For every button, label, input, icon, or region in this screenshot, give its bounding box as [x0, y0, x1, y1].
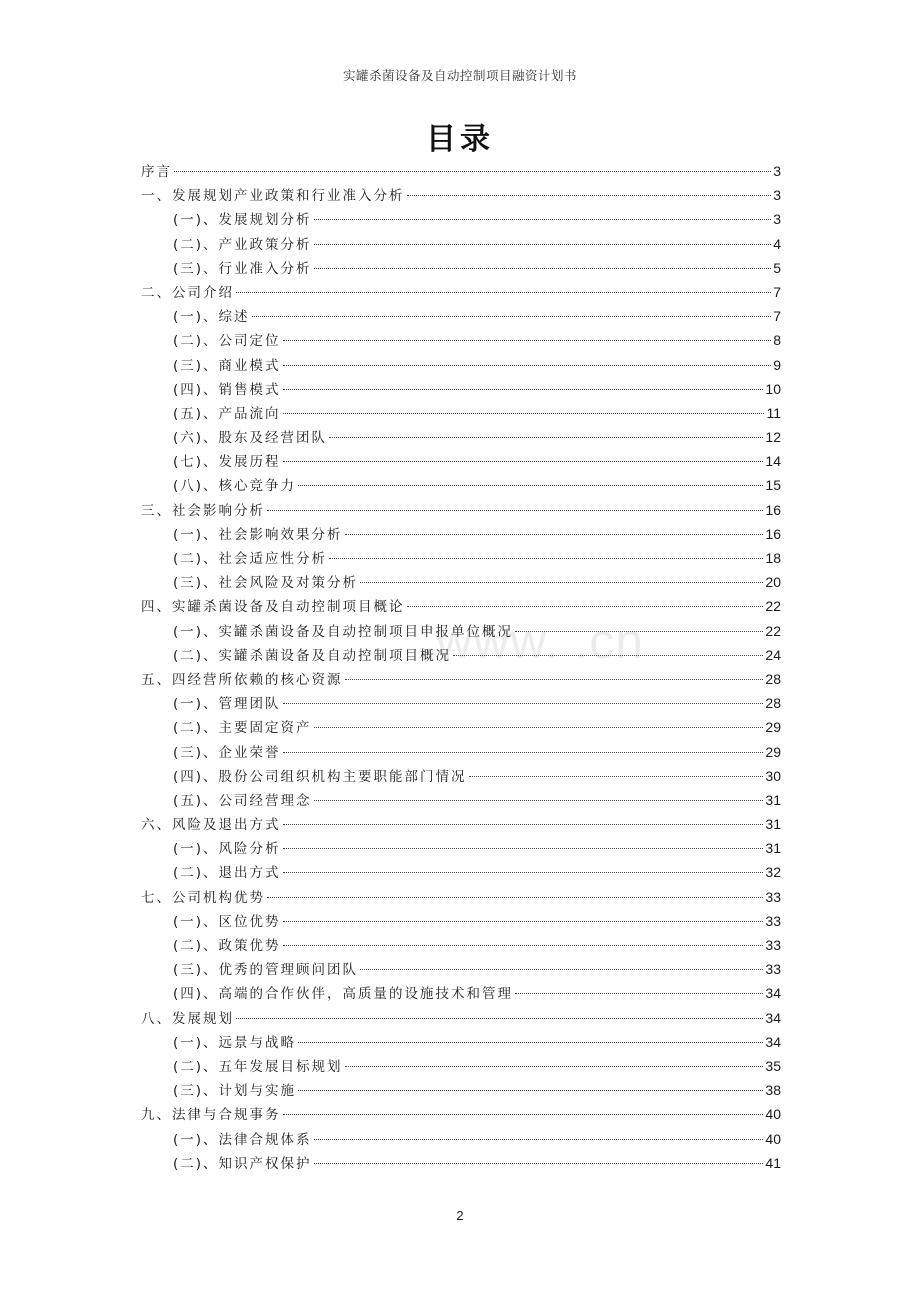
toc-leader-dots [267, 897, 763, 898]
toc-leader-dots [515, 993, 763, 994]
toc-leader-dots [283, 752, 764, 753]
toc-leader-dots [407, 195, 772, 196]
toc-entry-label: (二)、五年发展目标规划 [173, 1058, 343, 1075]
toc-entry-label: (一)、管理团队 [173, 696, 281, 713]
toc-entry-page: 11 [766, 404, 781, 421]
toc-entry-label: (一)、风险分析 [173, 841, 281, 858]
toc-entry-page: 29 [765, 719, 781, 736]
toc-entry-label: (一)、远景与战略 [173, 1034, 297, 1051]
toc-leader-dots [298, 1090, 763, 1091]
toc-leader-dots [283, 824, 764, 825]
toc-leader-dots [329, 558, 763, 559]
toc-entry-label: (三)、社会风险及对策分析 [173, 575, 359, 592]
toc-entry[interactable] [141, 305, 781, 329]
toc-entry[interactable] [141, 474, 781, 498]
toc-entry-page: 28 [765, 670, 781, 687]
toc-entry-label: (二)、主要固定资产 [173, 720, 312, 737]
toc-entry-page: 41 [765, 1154, 781, 1171]
toc-entry-page: 24 [765, 646, 781, 663]
toc-entry[interactable] [141, 378, 781, 402]
toc-entry[interactable] [141, 1007, 781, 1031]
toc-entry[interactable] [141, 523, 781, 547]
toc-entry-label: (五)、公司经营理念 [173, 792, 312, 809]
toc-entry[interactable] [141, 329, 781, 353]
toc-leader-dots [360, 582, 763, 583]
toc-entry-label: (六)、股东及经营团队 [173, 430, 328, 447]
toc-entry-page: 7 [773, 308, 781, 325]
toc-entry[interactable] [141, 257, 781, 281]
toc-entry[interactable] [141, 886, 781, 910]
toc-entry[interactable] [141, 620, 781, 644]
toc-leader-dots [236, 1018, 763, 1019]
toc-entry-page: 3 [773, 187, 781, 204]
toc-entry-label: (四)、高端的合作伙伴，高质量的设施技术和管理 [173, 986, 514, 1003]
toc-entry-page: 18 [765, 550, 781, 566]
page-number: 2 [456, 1208, 464, 1223]
toc-entry-page: 33 [765, 961, 781, 978]
toc-leader-dots [314, 219, 772, 220]
toc-leader-dots [314, 1163, 764, 1164]
toc-entry-label: 一、发展规划产业政策和行业准入分析 [141, 188, 405, 205]
toc-entry[interactable] [141, 644, 781, 668]
toc-entry-label: (三)、优秀的管理顾问团队 [173, 962, 359, 979]
toc-leader-dots [236, 292, 771, 293]
toc-leader-dots [283, 703, 764, 704]
toc-entry-label: (三)、商业模式 [173, 357, 281, 374]
toc-entry[interactable] [141, 160, 781, 184]
table-of-contents [141, 160, 781, 1176]
toc-leader-dots [283, 945, 764, 946]
toc-entry-label: (三)、计划与实施 [173, 1083, 297, 1100]
toc-entry-label: (一)、法律合规体系 [173, 1131, 312, 1148]
toc-entry-page: 15 [765, 477, 781, 494]
toc-leader-dots [314, 244, 772, 245]
running-header: 实罐杀菌设备及自动控制项目融资计划书 [342, 68, 577, 83]
toc-entry-label: (五)、产品流向 [173, 405, 281, 422]
toc-entry-page: 40 [765, 1106, 781, 1123]
toc-entry-page: 33 [765, 912, 781, 929]
toc-leader-dots [283, 872, 764, 873]
toc-entry-page: 38 [765, 1082, 781, 1099]
toc-entry[interactable] [141, 1055, 781, 1079]
toc-entry-page: 40 [765, 1130, 781, 1147]
toc-leader-dots [283, 1114, 764, 1115]
toc-entry-label: (一)、实罐杀菌设备及自动控制项目申报单位概况 [173, 623, 514, 640]
toc-entry-label: (三)、企业荣誉 [173, 744, 281, 761]
toc-leader-dots [252, 316, 772, 317]
toc-entry-label: (一)、综述 [173, 309, 250, 326]
toc-entry-page: 14 [765, 453, 781, 470]
toc-entry-label: 五、四经营所依赖的核心资源 [141, 671, 343, 688]
toc-leader-dots [283, 921, 764, 922]
toc-entry[interactable] [141, 837, 781, 861]
toc-entry-label: (二)、社会适应性分析 [173, 551, 328, 567]
toc-entry-page: 33 [765, 937, 781, 953]
toc-entry-page: 28 [765, 695, 781, 712]
toc-leader-dots [345, 679, 764, 680]
toc-leader-dots [314, 1139, 764, 1140]
toc-entry-label: (二)、公司定位 [173, 333, 281, 350]
toc-entry-label: 八、发展规划 [141, 1010, 234, 1027]
toc-entry-label: 二、公司介绍 [141, 284, 234, 301]
toc-entry-label: (一)、发展规划分析 [173, 212, 312, 229]
toc-entry-page: 32 [765, 864, 781, 881]
toc-entry-page: 22 [765, 598, 781, 615]
toc-entry-label: 六、风险及退出方式 [141, 817, 281, 834]
toc-entry-page: 3 [773, 163, 781, 179]
toc-entry-page: 9 [773, 356, 781, 373]
toc-entry-page: 10 [765, 380, 781, 397]
toc-entry-label: (二)、政策优势 [173, 938, 281, 954]
toc-entry-page: 31 [765, 816, 781, 833]
toc-entry-label: (八)、核心竞争力 [173, 478, 297, 495]
toc-leader-dots [283, 365, 772, 366]
toc-entry[interactable] [141, 547, 781, 571]
toc-entry-page: 12 [765, 429, 781, 446]
toc-entry[interactable] [141, 450, 781, 474]
toc-entry[interactable] [141, 765, 781, 789]
toc-entry-page: 16 [765, 525, 781, 542]
toc-leader-dots [283, 340, 772, 341]
toc-entry-page: 5 [773, 259, 781, 276]
toc-entry[interactable] [141, 1103, 781, 1127]
toc-entry[interactable] [141, 741, 781, 765]
toc-entry-page: 7 [773, 283, 781, 300]
toc-leader-dots [298, 1042, 763, 1043]
toc-entry[interactable] [141, 668, 781, 692]
toc-entry-label: (二)、退出方式 [173, 865, 281, 882]
toc-entry-label: 四、实罐杀菌设备及自动控制项目概论 [141, 599, 405, 616]
toc-entry-label: 九、法律与合规事务 [141, 1107, 281, 1124]
toc-entry-page: 33 [765, 888, 781, 905]
toc-entry[interactable] [141, 1031, 781, 1055]
toc-entry[interactable] [141, 958, 781, 982]
toc-entry-label: (二)、产业政策分析 [173, 236, 312, 253]
toc-leader-dots [345, 534, 764, 535]
toc-entry[interactable] [141, 595, 781, 619]
toc-entry[interactable] [141, 354, 781, 378]
toc-leader-dots [283, 413, 765, 414]
toc-entry-page: 20 [765, 574, 781, 591]
toc-entry-page: 16 [765, 501, 781, 518]
toc-leader-dots [515, 631, 763, 632]
toc-entry[interactable] [141, 692, 781, 716]
toc-entry-label: 七、公司机构优势 [141, 889, 265, 906]
toc-entry-page: 31 [765, 840, 781, 857]
toc-entry-page: 22 [765, 622, 781, 639]
toc-leader-dots [267, 510, 763, 511]
toc-leader-dots [283, 848, 764, 849]
toc-entry-page: 34 [765, 1009, 781, 1026]
toc-entry-page: 31 [765, 791, 781, 808]
toc-entry-page: 3 [773, 211, 781, 228]
toc-entry[interactable] [141, 426, 781, 450]
toc-entry-label: (四)、股份公司组织机构主要职能部门情况 [173, 768, 467, 785]
toc-leader-dots [469, 776, 764, 777]
toc-entry[interactable] [141, 861, 781, 885]
toc-entry-page: 34 [765, 1033, 781, 1050]
toc-leader-dots [314, 727, 764, 728]
toc-leader-dots [407, 606, 764, 607]
toc-leader-dots [174, 171, 771, 172]
toc-entry-label: 序言 [141, 164, 172, 180]
toc-entry-label: (三)、行业准入分析 [173, 260, 312, 277]
toc-leader-dots [360, 969, 763, 970]
page-title: 目录 [426, 122, 494, 157]
toc-entry[interactable] [141, 813, 781, 837]
toc-entry-page: 35 [765, 1057, 781, 1074]
toc-entry[interactable] [141, 789, 781, 813]
toc-entry[interactable] [141, 499, 781, 523]
toc-entry[interactable] [141, 1128, 781, 1152]
toc-entry[interactable] [141, 716, 781, 740]
toc-entry[interactable] [141, 1079, 781, 1103]
toc-leader-dots [283, 461, 764, 462]
toc-entry-label: (二)、知识产权保护 [173, 1155, 312, 1172]
toc-entry[interactable] [141, 281, 781, 305]
toc-leader-dots [345, 1066, 764, 1067]
toc-entry-page: 4 [773, 235, 781, 252]
toc-entry[interactable] [141, 910, 781, 934]
toc-leader-dots [453, 655, 763, 656]
toc-entry-label: (一)、社会影响效果分析 [173, 526, 343, 543]
toc-entry-page: 30 [765, 767, 781, 784]
toc-entry-label: (四)、销售模式 [173, 381, 281, 398]
toc-entry-page: 8 [773, 332, 781, 349]
toc-entry[interactable] [141, 233, 781, 257]
toc-entry[interactable] [141, 184, 781, 208]
toc-entry[interactable] [141, 208, 781, 232]
toc-entry[interactable] [141, 1152, 781, 1176]
toc-entry[interactable] [141, 934, 781, 958]
toc-leader-dots [298, 485, 763, 486]
toc-entry-page: 34 [765, 985, 781, 1002]
toc-entry-label: (七)、发展历程 [173, 454, 281, 471]
toc-entry[interactable] [141, 982, 781, 1006]
toc-leader-dots [329, 437, 763, 438]
toc-leader-dots [283, 389, 764, 390]
toc-entry-label: (一)、区位优势 [173, 913, 281, 930]
watermark: www. .cn [436, 613, 645, 669]
toc-entry[interactable] [141, 571, 781, 595]
toc-entry-label: 三、社会影响分析 [141, 502, 265, 519]
toc-entry[interactable] [141, 402, 781, 426]
toc-leader-dots [314, 800, 764, 801]
toc-entry-page: 29 [765, 743, 781, 760]
toc-entry-label: (二)、实罐杀菌设备及自动控制项目概况 [173, 647, 452, 664]
toc-leader-dots [314, 268, 772, 269]
